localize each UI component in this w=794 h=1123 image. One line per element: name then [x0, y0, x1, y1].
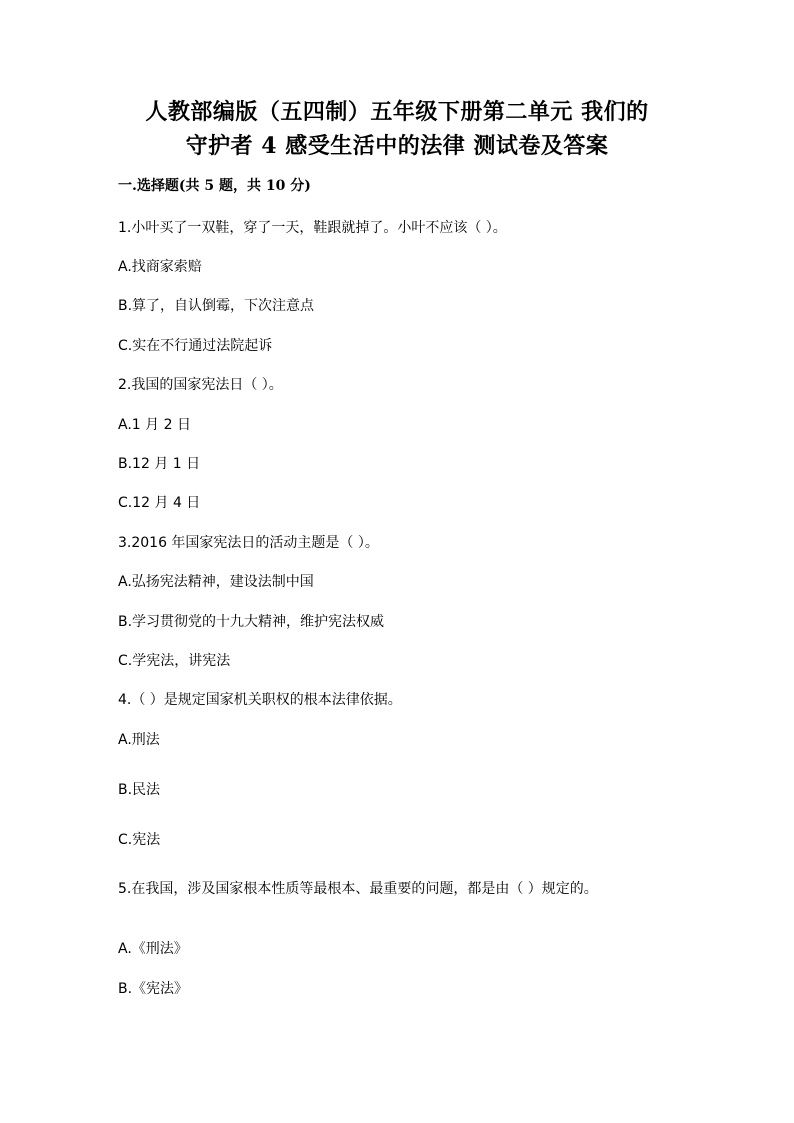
document-title-line-1: 人教部编版（五四制）五年级下册第二单元 我们的 — [145, 99, 649, 125]
question-1-stem: 1.小叶买了一双鞋，穿了一天，鞋跟就掉了。小叶不应该（ ）。 — [118, 220, 507, 236]
question-1-option-c: C.实在不行通过法院起诉 — [118, 338, 273, 354]
question-2-option-a: A.1 月 2 日 — [118, 417, 191, 433]
question-1-option-a: A.找商家索赔 — [118, 259, 202, 275]
question-5-stem: 5.在我国，涉及国家根本性质等最根本、最重要的问题，都是由（ ）规定的。 — [118, 881, 598, 897]
question-3-stem: 3.2016 年国家宪法日的活动主题是（ ）。 — [118, 535, 379, 551]
question-5-option-a: A.《刑法》 — [118, 941, 188, 957]
question-4-option-a: A.刑法 — [118, 732, 160, 748]
question-3-option-c: C.学宪法，讲宪法 — [118, 653, 231, 669]
question-3-option-a: A.弘扬宪法精神，建设法制中国 — [118, 574, 314, 590]
question-2-stem: 2.我国的国家宪法日（ ）。 — [118, 377, 283, 393]
question-4-option-c: C.宪法 — [118, 832, 161, 848]
question-5-option-b: B.《宪法》 — [118, 981, 189, 997]
document-title-line-2: 守护者 4 感受生活中的法律 测试卷及答案 — [185, 133, 609, 159]
question-2-option-b: B.12 月 1 日 — [118, 456, 201, 472]
question-1-option-b: B.算了，自认倒霉，下次注意点 — [118, 298, 315, 314]
question-4-stem: 4.（ ）是规定国家机关职权的根本法律依据。 — [118, 692, 402, 708]
section-heading: 一.选择题(共 5 题，共 10 分) — [118, 178, 311, 194]
question-3-option-b: B.学习贯彻党的十九大精神，维护宪法权威 — [118, 614, 385, 630]
question-2-option-c: C.12 月 4 日 — [118, 495, 201, 511]
question-4-option-b: B.民法 — [118, 782, 161, 798]
